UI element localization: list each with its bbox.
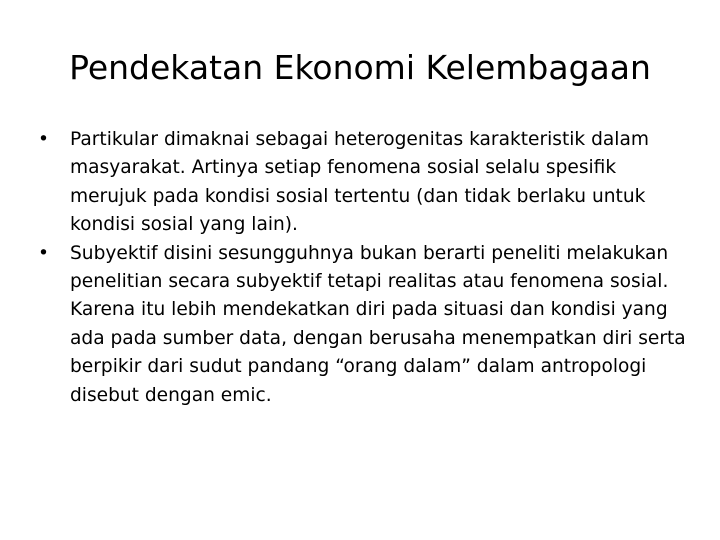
slide-title: Pendekatan Ekonomi Kelembagaan: [69, 48, 651, 87]
bullet-item-2: [36, 240, 686, 410]
bullet-text: Partikular dimaknai sebagai heterogenitas karakteristik dalam masyarakat. Artinya setiap fenomena sosial selalu spesifik merujuk pada kondisi sosial tertentu (dan tidak berlaku untuk kondisi sosial yang lain).: [70, 129, 649, 236]
bullet-text: Subyektif disini sesungguhnya bukan berarti peneliti melakukan penelitian secara subyektif tetapi realitas atau fenomena sosial. Karena itu lebih mendekatkan diri pada situasi dan kondisi yang ada pada sumber data, dengan berusaha menempatkan diri serta berpikir dari sudut pandang “orang dalam” dalam antropologi disebut dengan emic.: [70, 242, 686, 406]
bullet-item-1: [36, 126, 686, 240]
bullet-marker: •: [38, 129, 49, 150]
bullet-list: [36, 126, 686, 410]
bullet-marker: •: [38, 242, 49, 264]
